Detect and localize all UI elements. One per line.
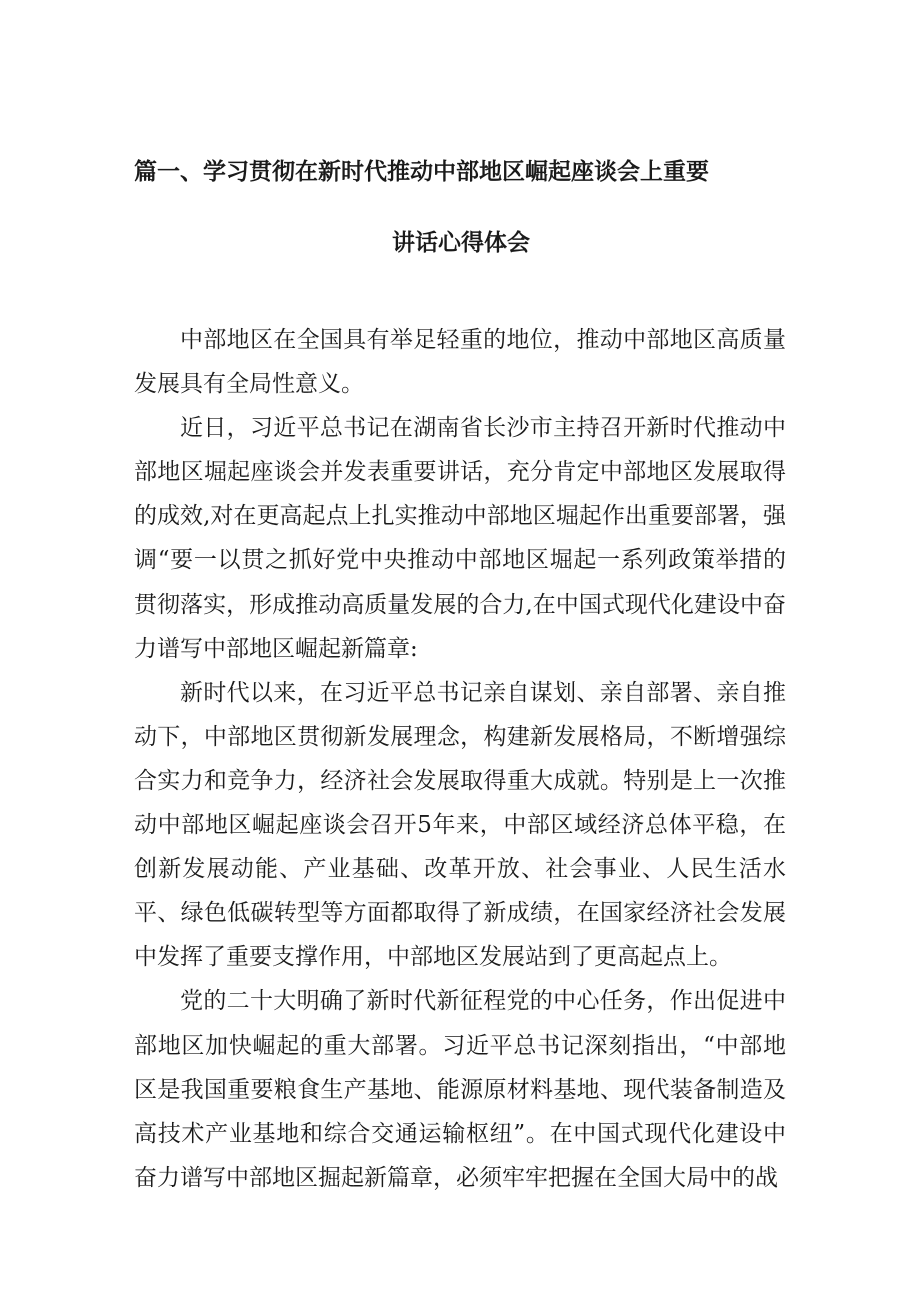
paragraph-2: 近日，习近平总书记在湖南省长沙市主持召开新时代推动中部地区堀起座谈会并发表重要讲话，充分肯定中部地区发展取得的成效,对在更高起点上扎实推动中部地区堀起作出重要部署，强调“要一以贯之抓好党中央推动中部地区堀起一系列政策举措的贯彻落实，形成推动高质量发展的合力,在中国式现代化建设中奋力谱写中部地区崛起新篇章:	[134, 415, 786, 662]
document-title-line-2: 讲话心得体会	[392, 230, 530, 256]
paragraph-3: 新时代以来，在习近平总书记亲自谋划、亲自部署、亲自推动下，中部地区贯彻新发展理念，构建新发展格局，不断增强综合实力和竞争力，经济社会发展取得重大成就。特别是上一次推动中部地区崛起座谈会召开5年来，中部区域经济总体平稳，在创新发展动能、产业基础、改革开放、社会事业、人民生活水平、绿色低碳转型等方面都取得了新成绩，在国家经济社会发展中发挥了重要支撑作用，中部地区发展站到了更高起点上。	[134, 679, 786, 971]
paragraph-1: 中部地区在全国具有举足轻重的地位，推动中部地区高质量发展具有全局性意义。	[134, 327, 786, 398]
document-title-line-1: 篇一、学习贯彻在新时代推动中部地区崛起座谈会上重要	[134, 159, 709, 185]
paragraph-4: 党的二十大明确了新时代新征程党的中心任务，作出促进中部地区加快崛起的重大部署。习近平总书记深刻指出，“中部地区是我国重要粮食生产基地、能源原材料基地、现代装备制造及高技术产业基地和综合交通运输枢纽”。在中国式现代化建设中奋力谱写中部地区掘起新篇章，必须牢牢把握在全国大局中的战	[134, 988, 786, 1191]
document-body	[134, 318, 786, 1200]
